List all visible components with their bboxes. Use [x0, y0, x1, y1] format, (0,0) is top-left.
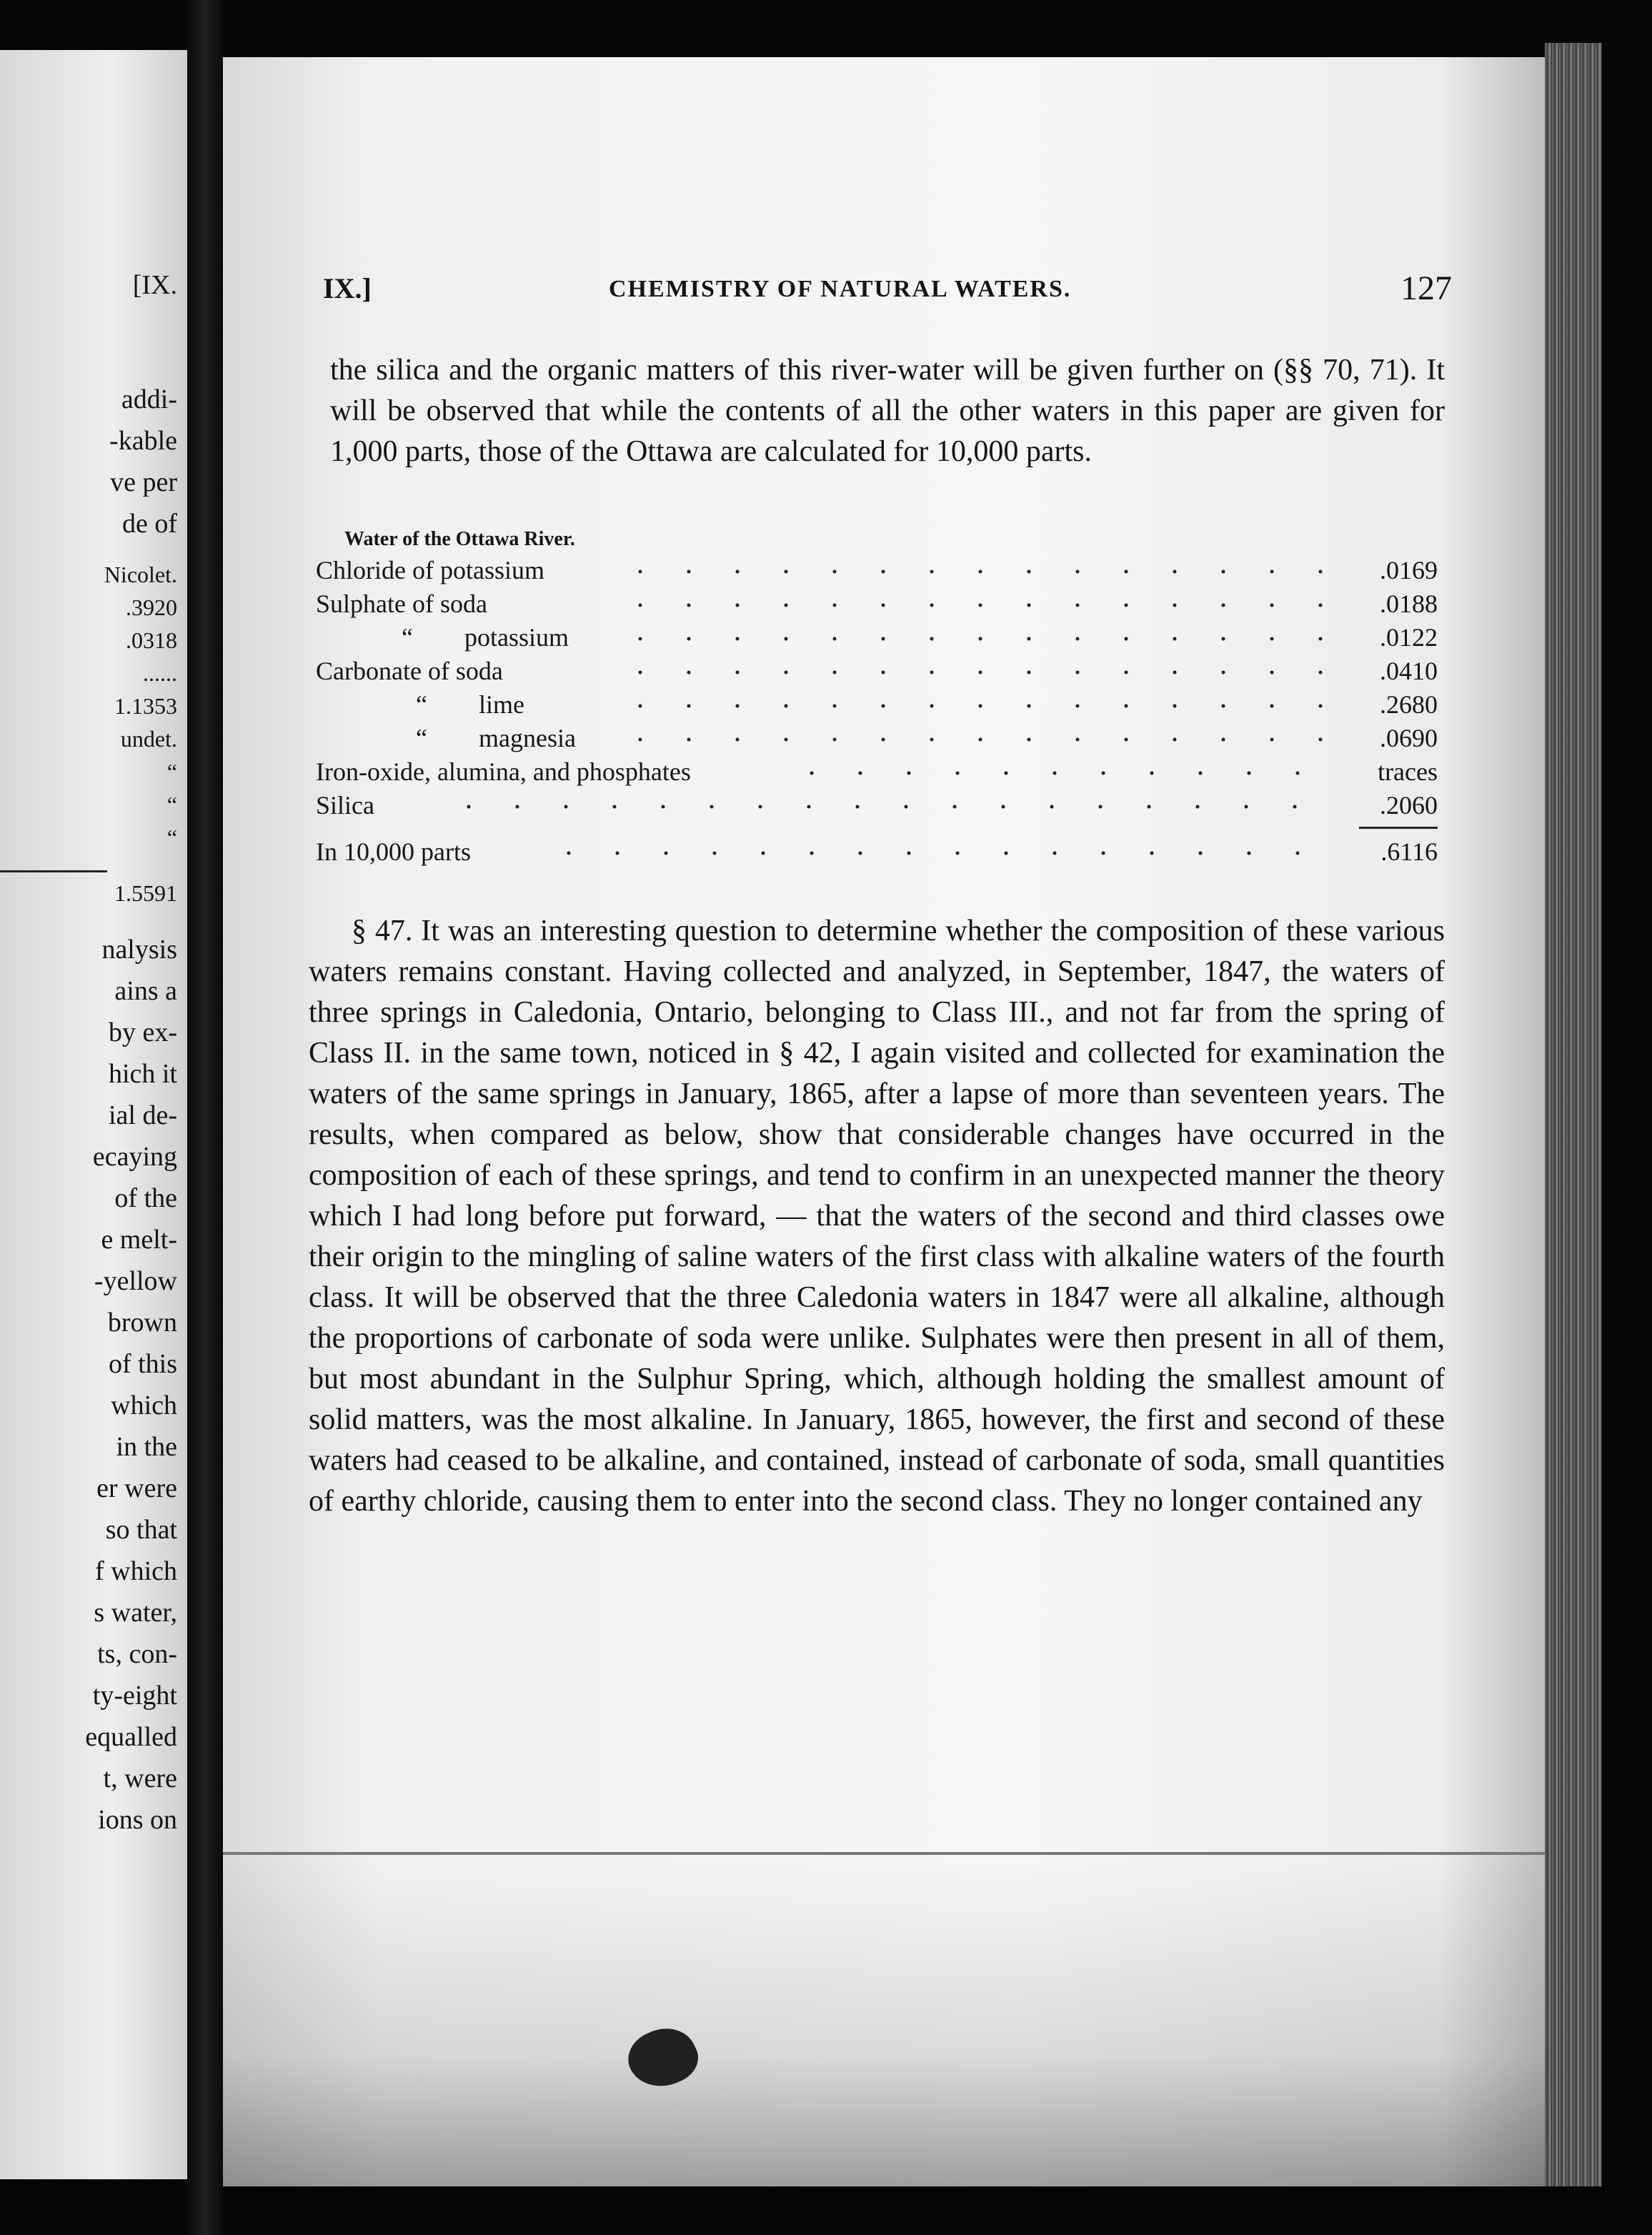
left-page-line: so that	[105, 1515, 177, 1545]
leader-dots	[616, 704, 1323, 708]
left-page-line: which	[111, 1390, 177, 1420]
row-value: .2680	[1380, 690, 1438, 719]
left-page-line: ty-eight	[92, 1681, 177, 1711]
table-row	[316, 654, 1445, 688]
left-page-line: “	[166, 825, 177, 850]
left-page-line: by ex-	[108, 1017, 177, 1047]
leader-dots	[787, 771, 1323, 775]
table-row	[316, 587, 1445, 621]
table-row	[316, 722, 1445, 755]
left-page-rule	[0, 870, 107, 872]
row-value: .0122	[1380, 623, 1438, 652]
left-page-line: ial de-	[108, 1100, 177, 1130]
left-page-line: of this	[108, 1349, 177, 1379]
table-total-row	[316, 835, 1445, 869]
total-value: .6116	[1380, 837, 1438, 866]
row-label: “ magnesia	[416, 724, 576, 752]
table-row	[316, 554, 1445, 587]
row-label: Sulphate of soda	[316, 589, 487, 618]
table-row	[316, 688, 1445, 722]
row-label: Silica	[316, 791, 374, 820]
left-page-line: equalled	[85, 1722, 177, 1752]
ottawa-water-table	[316, 525, 1445, 869]
page-number: 127	[1400, 269, 1452, 307]
left-page-line: -yellow	[94, 1266, 177, 1296]
left-page-line: -kable	[109, 426, 177, 456]
row-label: Chloride of potassium	[316, 556, 544, 584]
left-page-fragment	[0, 50, 187, 2179]
leader-dots	[616, 737, 1323, 742]
page-edges	[1545, 43, 1602, 2186]
row-value: .0188	[1380, 589, 1438, 618]
left-page-line: “	[166, 759, 177, 785]
left-page-line: brown	[107, 1308, 177, 1338]
left-page-line: f which	[94, 1556, 177, 1586]
left-page-line: ains a	[114, 976, 177, 1006]
row-label: “ potassium	[402, 623, 569, 652]
left-page-line: s water,	[94, 1598, 177, 1628]
left-page-line: er were	[96, 1473, 177, 1503]
left-page-line: 1.5591	[114, 880, 177, 906]
page-crease	[223, 1852, 1545, 1855]
leader-dots	[616, 569, 1323, 574]
left-page-line: [IX.	[132, 270, 177, 300]
left-page-line: 1.1353	[114, 693, 177, 719]
row-value: .0690	[1380, 724, 1438, 752]
left-page-line: of the	[114, 1183, 177, 1213]
row-value: .0169	[1380, 556, 1438, 584]
left-page-line: de of	[121, 509, 177, 539]
left-page-line: in the	[116, 1432, 177, 1462]
left-page-line: nalysis	[101, 935, 177, 965]
table-row	[316, 789, 1445, 822]
row-value: .0410	[1380, 657, 1438, 685]
left-page-line: ve per	[110, 467, 177, 497]
left-page-line: undet.	[120, 726, 177, 752]
left-page-line: Nicolet.	[104, 562, 177, 587]
left-page-line: ......	[143, 660, 177, 686]
table-row	[316, 755, 1445, 789]
left-page-line: e melt-	[101, 1225, 177, 1255]
running-title: CHEMISTRY OF NATURAL WATERS.	[609, 276, 1072, 302]
left-page-line: ions on	[98, 1805, 177, 1835]
total-rule	[1359, 827, 1438, 829]
row-label: Iron-oxide, alumina, and phosphates	[316, 757, 691, 786]
row-value: traces	[1378, 757, 1438, 786]
left-page-line: ecaying	[92, 1142, 177, 1172]
leader-dots	[544, 851, 1323, 855]
left-page-line: .3920	[126, 594, 177, 620]
leader-dots	[616, 603, 1323, 607]
row-label: “ lime	[416, 690, 524, 719]
row-label: Carbonate of soda	[316, 657, 503, 685]
total-rule-row	[316, 822, 1445, 832]
left-page-line: “	[166, 792, 177, 817]
table-caption: Water of the Ottawa River.	[344, 528, 575, 550]
left-page-line: hich it	[108, 1059, 177, 1089]
leader-dots	[616, 637, 1323, 641]
page-shadow	[223, 1858, 1545, 2186]
section-47-paragraph: § 47. It was an interesting question to determine whether the composition of these various waters remains constant. Having collected and analyzed, in September, 1847, the waters of three springs in Caledonia, Ontario, belonging to Class III., and not far from the spring of Class II. in the same town, noticed in § 42, I again visited and collected for examination the waters of the same springs in January, 1865, after a lapse of more than seventeen years. The results, when compared as below, show that considerable changes have occurred in the composition of each of these springs, and tend to confirm in an unexpected manner the theory which I had long before put forward, — that the waters of the second and third classes owe their origin to the mingling of saline waters of the first class with alkaline waters of the fourth class. It will be observed that the three Caledonia waters in 1847 were all alkaline, although the proportions of carbonate of soda were unlike. Sulphates were then present in all of them, but most abundant in the Sulphur Spring, which, although holding the smallest amount of solid matters, was the most alkaline. In January, 1865, however, the first and second of these waters had ceased to be alkaline, and contained, instead of carbonate of soda, small quantities of earthy chloride, causing them to enter into the second class. They no longer contained any	[309, 915, 1445, 1518]
leader-dots	[444, 805, 1323, 809]
paragraph-continuation: the silica and the organic matters of this river-water will be given further on (§§ 70, 71). It will be observed that while the contents of all the other waters in this paper are given for 1,000 parts, those of the Ottawa are calculated for 10,000 parts.	[330, 354, 1445, 468]
leader-dots	[616, 670, 1323, 675]
left-page-line: .0318	[126, 627, 177, 653]
chapter-marker: IX.]	[323, 272, 372, 304]
book-gutter	[187, 0, 223, 2235]
left-page-line: t, were	[103, 1763, 177, 1793]
table-row	[316, 621, 1445, 654]
left-page-line: addi-	[121, 384, 177, 414]
left-page-line: ts, con-	[97, 1639, 177, 1669]
row-value: .2060	[1380, 791, 1438, 820]
running-header	[323, 269, 1452, 314]
total-label: In 10,000 parts	[316, 837, 471, 866]
